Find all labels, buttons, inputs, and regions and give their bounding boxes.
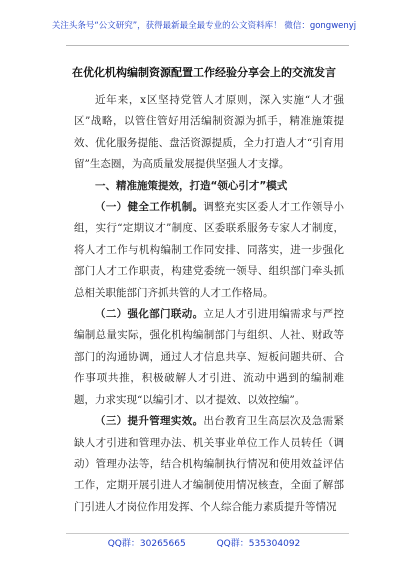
footer-contacts <box>0 536 408 549</box>
intro-paragraph: 近年来，x区坚持党管人才原则，深入实施“人才强区”战略，以管住管好用活编制资源为抓手，精准施策提效、优化服务提能、盘活资源提质，全力打造人才“引育用留”生态圈，为高质量发展提供坚强人才支撑。 <box>74 94 344 171</box>
paragraph-text-2: 立足人才引进用编需求与严控编制总量实际，强化机构编制部门与组织、人社、财政等部门的沟通协调，通过人才信息共享、短板问题共研、合作事项共推，积极破解人才引进、流动中遇到的编制难题，力求实现“以编引才、以才提效、以效控编”。 <box>74 308 344 406</box>
body-paragraph-2 <box>74 304 344 411</box>
qq-group-1[interactable]: QQ群：30265665 <box>107 539 186 549</box>
paragraph-text-3: 出台教育卫生高层次及急需紧缺人才引进和管理办法、机关事业单位工作人员转任（调动）管理办法等，结合机构编制执行情况和使用效益评估工作，定期开展引进人才编制使用情况核查，全面了解部门引进人才岗位作用发挥、个人综合能力素质提升等情况 <box>74 415 344 513</box>
footer-divider <box>66 533 349 534</box>
body-paragraph-3 <box>74 411 344 518</box>
qq-group-2[interactable]: QQ群：535304092 <box>216 539 301 549</box>
header-divider <box>66 45 349 46</box>
sub-heading-2: （二）强化部门联动。 <box>95 308 204 321</box>
section-heading-1: 一、精准施策提效，打造“领心引才”模式 <box>95 179 288 192</box>
header-banner[interactable]: 关注头条号“公文研究”，获得最新最全最专业的公文资料库！ 微信：gongwenyj <box>51 21 357 31</box>
body-paragraph-1 <box>74 197 344 304</box>
paragraph-text-1: 调整充实区委人才工作领导小组，实行“定期议才”制度、区委联系服务专家人才制度，将人才工作与机构编制工作同安排、同落实，进一步强化部门人才工作职责，构建党委统一领导、组织部门牵头抓总相关职能部门齐抓共管的人才工作格局。 <box>74 201 344 299</box>
sub-heading-1: （一）健全工作机制。 <box>95 201 204 214</box>
sub-heading-3: （三）提升管理实效。 <box>95 415 204 428</box>
document-body <box>74 90 344 518</box>
document-title: 在优化机构编制资源配置工作经验分享会上的交流发言 <box>72 66 336 79</box>
